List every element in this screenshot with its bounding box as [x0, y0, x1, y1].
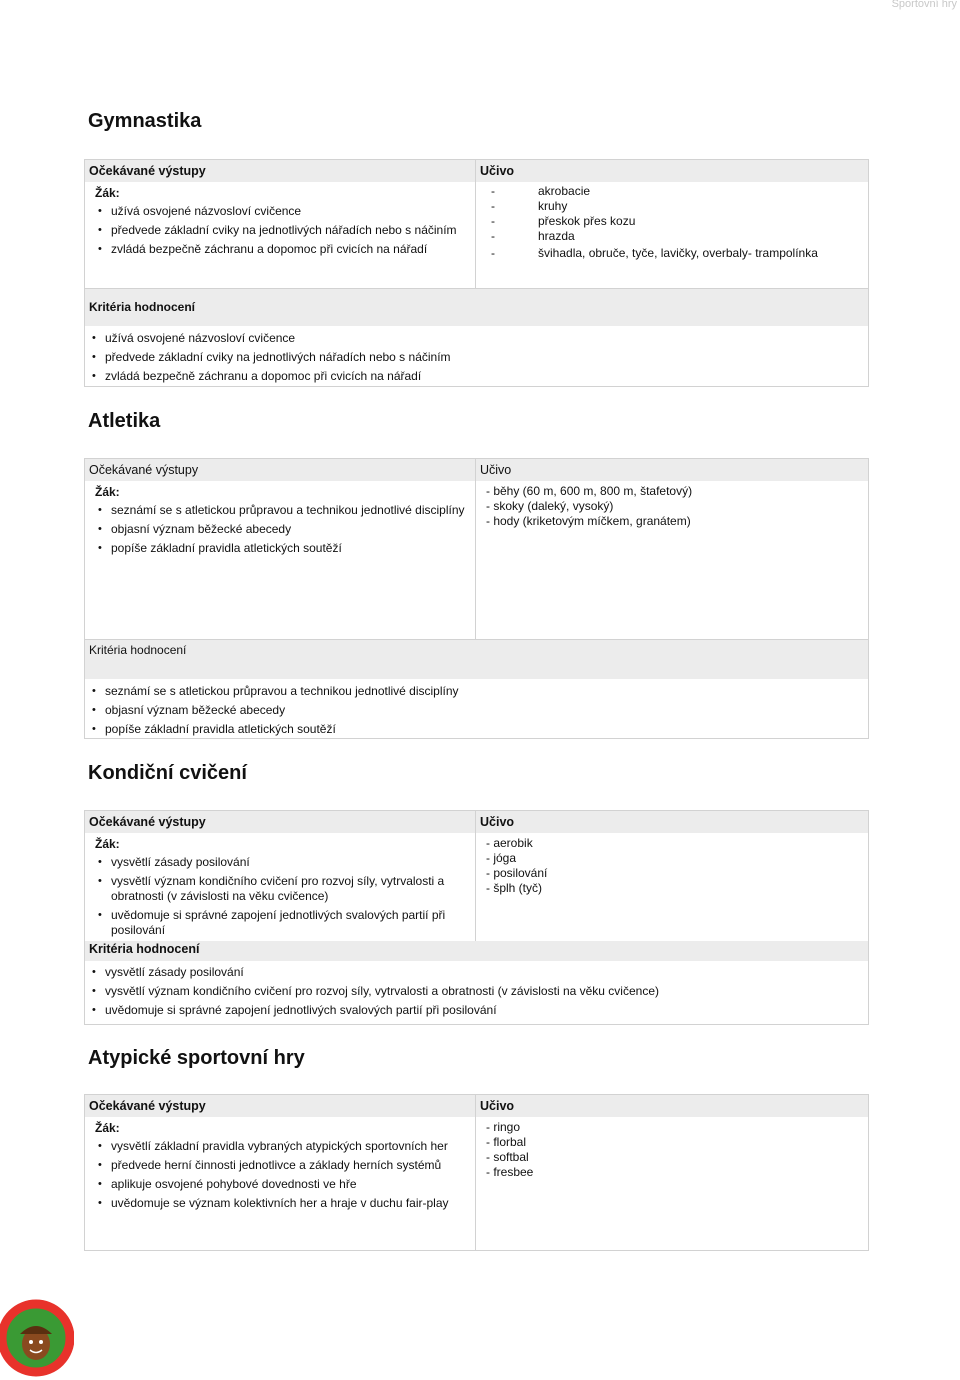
expected-column	[85, 1095, 476, 1250]
list-item: • užívá osvojené názvosloví cvičence	[89, 331, 860, 346]
list-item: • zvládá bezpečně záchranu a dopomoc při cvicích na nářadí	[95, 242, 467, 257]
list-item: - ringo	[486, 1120, 521, 1134]
list-item: - fresbee	[486, 1165, 534, 1179]
list-item: • objasní význam běžecké abecedy	[95, 522, 467, 537]
school-logo	[0, 1298, 74, 1380]
list-item: - softbal	[486, 1150, 529, 1164]
expected-list	[95, 1139, 467, 1211]
section-title-gymnastika: Gymnastika	[88, 110, 202, 132]
list-item: • předvede základní cviky na jednotlivých nářadích nebo s náčiním	[95, 223, 467, 238]
content-column	[476, 160, 868, 288]
list-item: - jóga	[486, 851, 517, 865]
student-label: Žák:	[95, 837, 120, 851]
content-list	[476, 1117, 868, 1186]
list-item: - aerobik	[486, 836, 533, 850]
content-list	[476, 833, 868, 902]
table-gymnastika	[84, 159, 869, 387]
content-column	[476, 811, 868, 941]
expected-header: Očekávané výstupy	[85, 1095, 475, 1117]
section-title-kondicni-cviceni: Kondiční cvičení	[88, 762, 247, 784]
content-header: Učivo	[476, 160, 868, 182]
content-list	[476, 481, 868, 535]
expected-list	[95, 503, 467, 556]
content-header: Učivo	[476, 811, 868, 833]
list-item: • předvede herní činnosti jednotlivce a základy herních systémů	[95, 1158, 467, 1173]
expected-header: Očekávané výstupy	[85, 459, 475, 481]
criteria-header: Kritéria hodnocení	[85, 288, 868, 326]
list-item: • předvede základní cviky na jednotlivých nářadích nebo s náčiním	[89, 350, 860, 365]
section-title-atypicke-sportovni-hry: Atypické sportovní hry	[88, 1047, 305, 1069]
table-atypicke-sportovni-hry	[84, 1094, 869, 1251]
list-item: • vysvětlí základní pravidla vybraných atypických sportovních her	[95, 1139, 467, 1154]
list-item: • vysvětlí význam kondičního cvičení pro rozvoj síly, vytrvalosti a obratnosti (v závislosti na věku cvičence)	[89, 984, 860, 999]
list-item: - akrobacie	[486, 184, 860, 199]
list-item: • užívá osvojené názvosloví cvičence	[95, 204, 467, 219]
list-item: • vysvětlí význam kondičního cvičení pro rozvoj síly, vytrvalosti a obratnosti (v závislosti na věku cvičence)	[95, 874, 467, 904]
list-item: • seznámí se s atletickou průpravou a technikou jednotlivé disciplíny	[89, 684, 860, 699]
expected-header: Očekávané výstupy	[85, 160, 475, 182]
student-label: Žák:	[95, 186, 120, 200]
list-item: • seznámí se s atletickou průpravou a technikou jednotlivé disciplíny	[95, 503, 467, 518]
expected-column	[85, 811, 476, 941]
table-kondicni-cviceni	[84, 810, 869, 1025]
list-item: - posilování	[486, 866, 548, 880]
expected-list	[95, 855, 467, 938]
list-item: - běhy (60 m, 600 m, 800 m, štafetový)	[486, 484, 693, 498]
content-column	[476, 459, 868, 639]
list-item: • popíše základní pravidla atletických soutěží	[89, 722, 860, 737]
list-item: - švihadla, obruče, tyče, lavičky, overbaly- trampolínka	[486, 246, 860, 261]
list-item: - hrazda	[486, 229, 860, 244]
criteria-header: Kritéria hodnocení	[85, 639, 868, 679]
list-item: - hody (kriketovým míčkem, granátem)	[486, 514, 691, 528]
content-list	[486, 184, 860, 261]
list-item: • objasní význam běžecké abecedy	[89, 703, 860, 718]
expected-header: Očekávané výstupy	[85, 811, 475, 833]
expected-column	[85, 459, 476, 639]
list-item: • zvládá bezpečně záchranu a dopomoc při cvicích na nářadí	[89, 369, 860, 384]
student-label: Žák:	[95, 1121, 120, 1135]
list-item: - skoky (daleký, vysoký)	[486, 499, 614, 513]
student-label: Žák:	[95, 485, 120, 499]
list-item: • vysvětlí zásady posilování	[89, 965, 860, 980]
content-column	[476, 1095, 868, 1250]
list-item: • uvědomuje si správné zapojení jednotlivých svalových partií při posilování	[89, 1003, 860, 1018]
criteria-list	[89, 684, 860, 737]
content-header: Učivo	[476, 459, 868, 481]
section-title-atletika: Atletika	[88, 410, 161, 432]
list-item: • vysvětlí zásady posilování	[95, 855, 467, 870]
criteria-list	[89, 331, 860, 384]
criteria-header: Kritéria hodnocení	[85, 941, 868, 961]
acorn-eye-right	[39, 1340, 43, 1344]
list-item: - přeskok přes kozu	[486, 214, 860, 229]
content-header: Učivo	[476, 1095, 868, 1117]
criteria-list	[89, 965, 860, 1018]
list-item: - kruhy	[486, 199, 860, 214]
list-item: • aplikuje osvojené pohybové dovednosti ve hře	[95, 1177, 467, 1192]
expected-column	[85, 160, 476, 288]
list-item: - šplh (tyč)	[486, 881, 543, 895]
expected-list	[95, 204, 467, 257]
running-header: Sportovní hry	[891, 0, 957, 10]
list-item: • uvědomuje se význam kolektivních her a hraje v duchu fair-play	[95, 1196, 467, 1211]
list-item: • uvědomuje si správné zapojení jednotlivých svalových partií při posilování	[95, 908, 467, 938]
list-item: • popíše základní pravidla atletických soutěží	[95, 541, 467, 556]
table-atletika	[84, 458, 869, 739]
list-item: - florbal	[486, 1135, 527, 1149]
acorn-eye-left	[29, 1340, 33, 1344]
